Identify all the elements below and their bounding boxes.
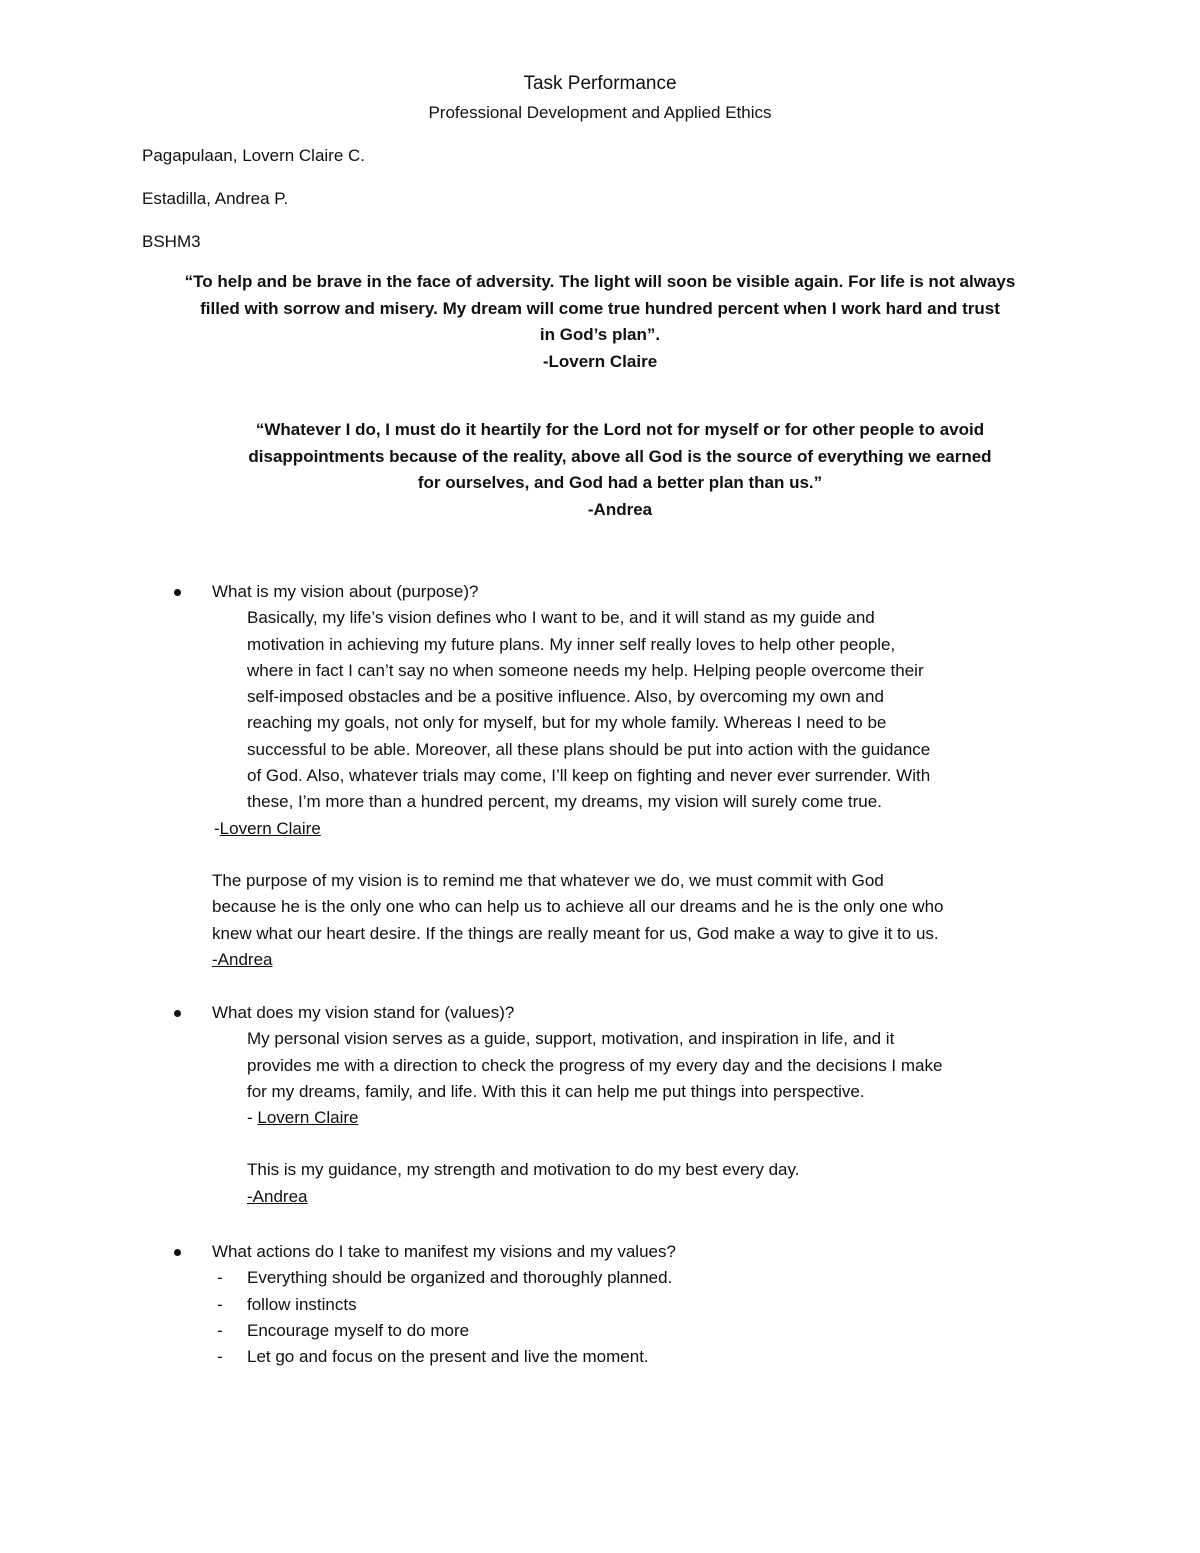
signature-lovern: Lovern Claire (257, 1108, 359, 1128)
dash-marker: - (217, 1347, 223, 1367)
answer-line: Basically, my life’s vision defines who I want to be, and it will stand as my guide and (247, 608, 875, 628)
action-item (142, 1292, 1102, 1318)
answer-line: The purpose of my vision is to remind me that whatever we do, we must commit with God (212, 870, 884, 890)
quote-andrea (140, 417, 1100, 523)
answer-line: My personal vision serves as a guide, support, motivation, and inspiration in life, and it (247, 1029, 895, 1049)
action-text: Everything should be organized and thoroughly planned. (247, 1268, 673, 1288)
signature-prefix: - (214, 818, 220, 838)
quote-line: in God’s plan”. (539, 325, 661, 344)
bullet-icon (174, 1010, 181, 1017)
quote-line: for ourselves, and God had a better plan than us.” (417, 473, 823, 492)
bullet-item (142, 579, 1102, 605)
bullet-item (142, 1239, 1102, 1265)
quote-line: disappointments because of the reality, above all God is the source of everything we earned (248, 446, 992, 466)
question-text: What does my vision stand for (values)? (212, 1003, 515, 1022)
action-text: Encourage myself to do more (247, 1320, 470, 1340)
question-text: What actions do I take to manifest my visions and my values? (212, 1242, 676, 1261)
question-section-purpose (142, 579, 1102, 973)
answer-lovern (142, 1026, 1102, 1210)
signature-andrea: -Andrea (247, 1186, 308, 1206)
document-title: Task Performance (523, 73, 677, 94)
quote-line: “To help and be brave in the face of adversity. The light will soon be visible again. For life is not always (184, 272, 1016, 291)
answer-line: successful to be able. Moreover, all these plans should be put into action with the guidance (247, 739, 931, 759)
signature-prefix: - (247, 1108, 258, 1128)
quote-line: “Whatever I do, I must do it heartily for the Lord not for myself or for other people to avoid (255, 420, 985, 439)
dash-marker: - (217, 1268, 223, 1288)
question-section-values (142, 1000, 1102, 1210)
signature-lovern: Lovern Claire (219, 818, 321, 838)
document-subtitle: Professional Development and Applied Ethics (428, 103, 772, 122)
answer-line: of God. Also, whatever trials may come, I’ll keep on fighting and never ever surrender. With (247, 766, 931, 786)
answer-line: for my dreams, family, and life. With this it can help me put things into perspective. (247, 1081, 865, 1101)
spacer (142, 842, 1102, 868)
answer-line: where in fact I can’t say no when someone needs my help. Helping people overcome their (247, 660, 924, 680)
quote-line: filled with sorrow and misery. My dream will come true hundred percent when I work hard and trust (200, 298, 1000, 318)
answer-andrea (142, 868, 1102, 973)
answer-line: self-imposed obstacles and be a positive influence. Also, by overcoming my own and (247, 687, 884, 707)
answer-line: these, I’m more than a hundred percent, my dreams, my vision will surely come true. (247, 792, 882, 812)
dash-marker: - (217, 1294, 223, 1314)
answer-line: knew what our heart desire. If the things are really meant for us, God make a way to give it to us. (212, 923, 939, 943)
author-name-1: Pagapulaan, Lovern Claire C. (142, 146, 366, 165)
quote-author: -Andrea (587, 499, 653, 519)
answer-line: because he is the only one who can help us to achieve all our dreams and he is the only one who (212, 897, 944, 917)
bullet-item (142, 1000, 1102, 1026)
answer-line: motivation in achieving my future plans. My inner self really loves to help other people, (247, 634, 896, 654)
answer-line: reaching my goals, not only for myself, but for my whole family. Whereas I need to be (247, 713, 887, 733)
section-label: BSHM3 (142, 232, 201, 251)
bullet-icon (174, 1249, 181, 1256)
signature-andrea: -Andrea (212, 949, 273, 969)
action-text: Let go and focus on the present and live the moment. (247, 1347, 649, 1367)
quote-author: -Lovern Claire (542, 351, 658, 371)
action-item (142, 1265, 1102, 1291)
action-item (142, 1318, 1102, 1344)
question-text: What is my vision about (purpose)? (212, 582, 479, 601)
question-section-actions (142, 1239, 1102, 1370)
spacer (247, 1131, 1102, 1157)
author-name-2: Estadilla, Andrea P. (142, 189, 289, 208)
answer-lovern (142, 605, 1102, 815)
answer-line: This is my guidance, my strength and motivation to do my best every day. (247, 1160, 800, 1180)
signature-line (142, 816, 1102, 842)
quote-lovern (120, 269, 1080, 375)
bullet-icon (174, 589, 181, 596)
action-item (142, 1344, 1102, 1370)
action-text: follow instincts (247, 1294, 357, 1314)
dash-marker: - (217, 1320, 223, 1340)
answer-line: provides me with a direction to check the progress of my every day and the decisions I make (247, 1055, 943, 1075)
